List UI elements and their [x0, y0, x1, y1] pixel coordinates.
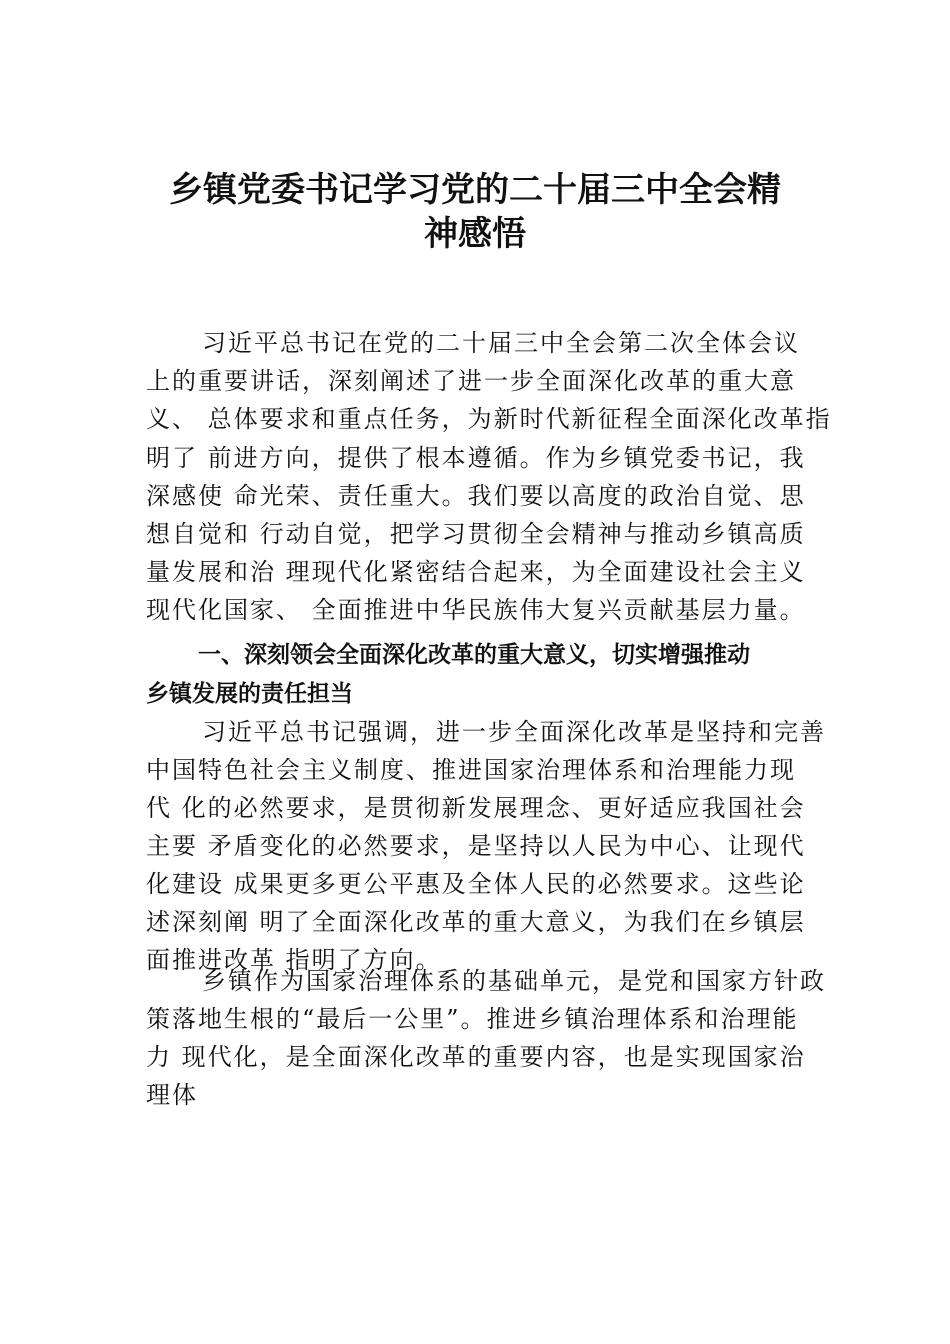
text-line: 化建设 成果更多更公平惠及全体人民的必然要求。这些论 [146, 870, 806, 898]
text-line: 明了 前进方向，提供了根本遵循。作为乡镇党委书记，我 [146, 443, 806, 472]
title-line: 乡镇党委书记学习党的二十届三中全会精 [169, 170, 781, 210]
text-line: 述深刻阐 明了全面深化改革的重大意义，为我们在乡镇层 [146, 908, 806, 936]
text-line: 理体 [146, 1081, 198, 1109]
text-line: 面推进改革 指明了方向。 [146, 946, 442, 974]
text-line: 义、 总体要求和重点任务，为新时代新征程全面深化改革指 [146, 405, 832, 434]
paragraph-intro [146, 324, 832, 630]
paragraph-section1-b [146, 962, 826, 1114]
text-line: 主要 矛盾变化的必然要求，是坚持以人民为中心、让现代 [146, 832, 806, 860]
heading-line: 乡镇发展的责任担当 [146, 681, 353, 707]
text-line: 现代化国家、 全面推进中华民族伟大复兴贡献基层力量。 [146, 596, 806, 625]
heading-line: 一、深刻领会全面深化改革的重大意义，切实增强推动 [198, 642, 750, 668]
text-line: 量发展和治 理现代化紧密结合起来，为全面建设社会主义 [146, 558, 806, 587]
text-line: 深感使 命光荣、责任重大。我们要以高度的政治自觉、思 [146, 481, 806, 510]
text-line: 力 现代化，是全面深化改革的重要内容，也是实现国家治 [146, 1043, 806, 1071]
text-line: 习近平总书记强调，进一步全面深化改革是坚持和完善 [202, 718, 826, 746]
text-line: 中国特色社会主义制度、推进国家治理体系和治理能力现 [146, 756, 796, 784]
title-line: 神感悟 [424, 214, 526, 254]
section-heading-1 [146, 636, 750, 714]
paragraph-section1-a [146, 713, 826, 979]
text-line: 代 化的必然要求，是贯彻新发展理念、更好适应我国社会 [146, 794, 806, 822]
text-line: 乡镇作为国家治理体系的基础单元，是党和国家方针政 [202, 967, 826, 995]
text-line: 策落地生根的“最后一公里”。推进乡镇治理体系和治理能 [146, 1005, 799, 1033]
document-title [140, 168, 810, 256]
text-line: 上的重要讲话，深刻阐述了进一步全面深化改革的重大意 [146, 367, 796, 396]
text-line: 习近平总书记在党的二十届三中全会第二次全体会议 [202, 329, 800, 357]
text-line: 想自觉和 行动自觉，把学习贯彻全会精神与推动乡镇高质 [146, 519, 806, 548]
